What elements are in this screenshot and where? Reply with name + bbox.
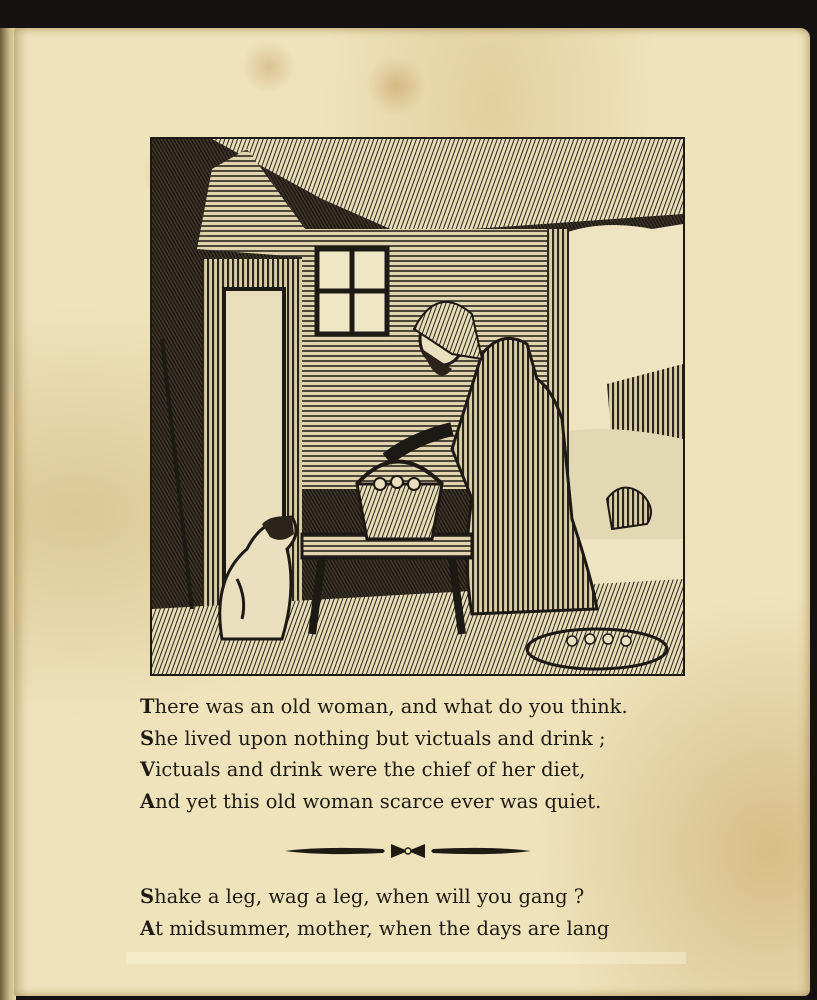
- verse-two: [140, 881, 609, 944]
- verse-line: Victuals and drink were the chief of her diet,: [140, 758, 586, 781]
- woodcut-scene: [152, 139, 683, 674]
- egg-basket: [527, 629, 667, 669]
- woodcut-illustration: [150, 137, 685, 676]
- decorative-divider: [283, 838, 533, 864]
- verse-line: Shake a leg, wag a leg, when will you gang ?: [140, 885, 585, 908]
- verse-line: She lived upon nothing but victuals and drink ;: [140, 726, 606, 750]
- verse-line: And yet this old woman scarce ever was quiet.: [140, 789, 602, 813]
- verse-line: At midsummer, mother, when the days are lang: [140, 916, 610, 940]
- verse-line: There was an old woman, and what do you think.: [140, 695, 628, 718]
- verse-one: [140, 691, 628, 817]
- page-bottom-strip: [126, 952, 686, 964]
